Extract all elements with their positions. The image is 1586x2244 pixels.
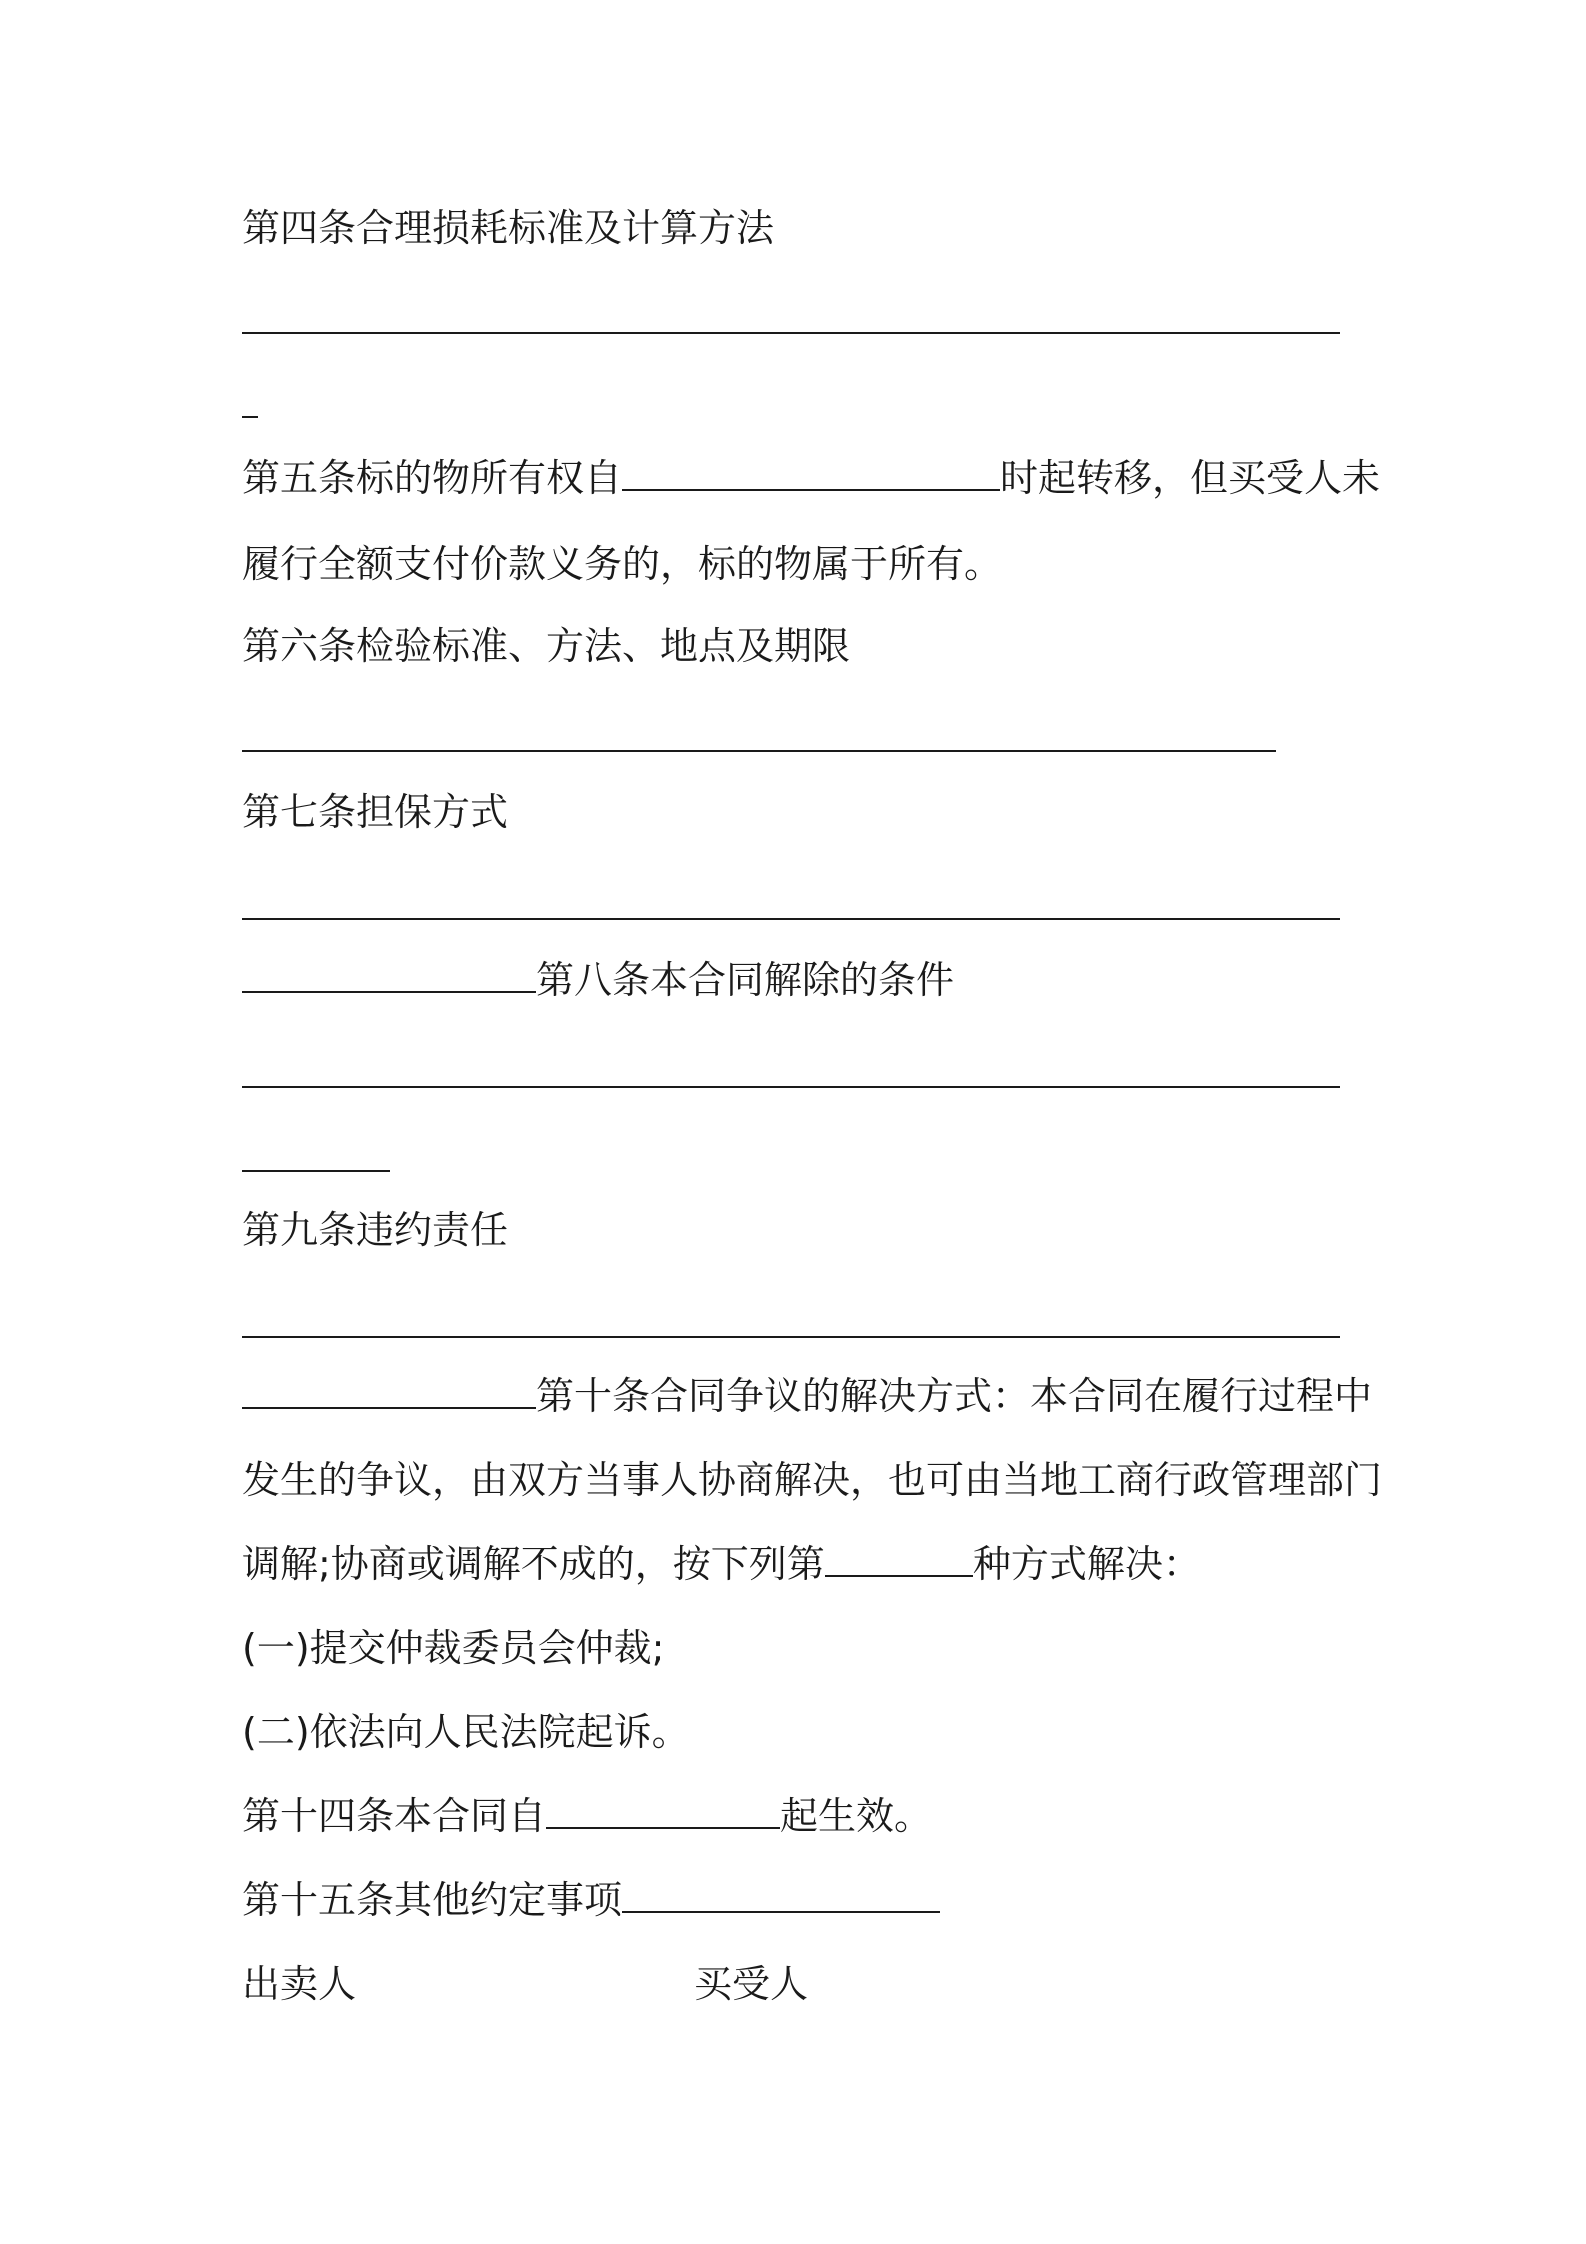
fill-blank bbox=[546, 1797, 780, 1829]
option-2: (二)依法向人民法院起诉。 bbox=[242, 1710, 690, 1754]
article-5-line-1 bbox=[242, 454, 1380, 502]
blank-line bbox=[242, 332, 1340, 334]
blank-line bbox=[242, 918, 1340, 920]
article-10-text-before-blank: 调解;协商或调解不成的，按下列第 bbox=[242, 1542, 825, 1586]
article-5-text-after-blank: 时起转移，但买受人未 bbox=[1000, 456, 1381, 500]
article-6-heading: 第六条检验标准、方法、地点及期限 bbox=[242, 624, 851, 668]
seller-label: 出卖人 bbox=[242, 1962, 357, 2006]
fill-blank bbox=[825, 1545, 973, 1577]
article-10-line-2: 发生的争议，由双方当事人协商解决，也可由当地工商行政管理部门 bbox=[242, 1458, 1383, 1502]
article-8-heading: 第八条本合同解除的条件 bbox=[536, 958, 955, 1002]
article-10-line-3 bbox=[242, 1540, 1201, 1588]
article-5-line-2: 履行全额支付价款义务的，标的物属于所有。 bbox=[242, 542, 1003, 586]
article-8-line bbox=[242, 956, 954, 1004]
blank-line bbox=[242, 416, 258, 418]
buyer-label: 买受人 bbox=[694, 1962, 809, 2006]
article-4-heading: 第四条合理损耗标准及计算方法 bbox=[242, 206, 775, 250]
fill-blank bbox=[242, 961, 536, 993]
fill-blank bbox=[622, 459, 1000, 491]
article-15-line bbox=[242, 1876, 940, 1924]
article-10-line-1 bbox=[242, 1372, 1372, 1420]
blank-line bbox=[242, 1170, 390, 1172]
article-7-heading: 第七条担保方式 bbox=[242, 790, 509, 834]
article-10-text: 第十条合同争议的解决方式：本合同在履行过程中 bbox=[536, 1374, 1373, 1418]
blank-line bbox=[242, 1336, 1340, 1338]
article-15-text: 第十五条其他约定事项 bbox=[242, 1878, 623, 1922]
article-9-heading: 第九条违约责任 bbox=[242, 1208, 509, 1252]
article-5-text-before-blank: 第五条标的物所有权自 bbox=[242, 456, 623, 500]
blank-line bbox=[242, 750, 1276, 752]
fill-blank bbox=[242, 1377, 536, 1409]
article-10-text-after-blank: 种方式解决： bbox=[972, 1542, 1201, 1586]
blank-line bbox=[242, 1086, 1340, 1088]
fill-blank bbox=[622, 1881, 940, 1913]
article-14-line bbox=[242, 1792, 932, 1840]
article-14-text-after-blank: 起生效。 bbox=[780, 1794, 933, 1838]
option-1: (一)提交仲裁委员会仲裁; bbox=[242, 1626, 665, 1670]
article-14-text-before-blank: 第十四条本合同自 bbox=[242, 1794, 547, 1838]
